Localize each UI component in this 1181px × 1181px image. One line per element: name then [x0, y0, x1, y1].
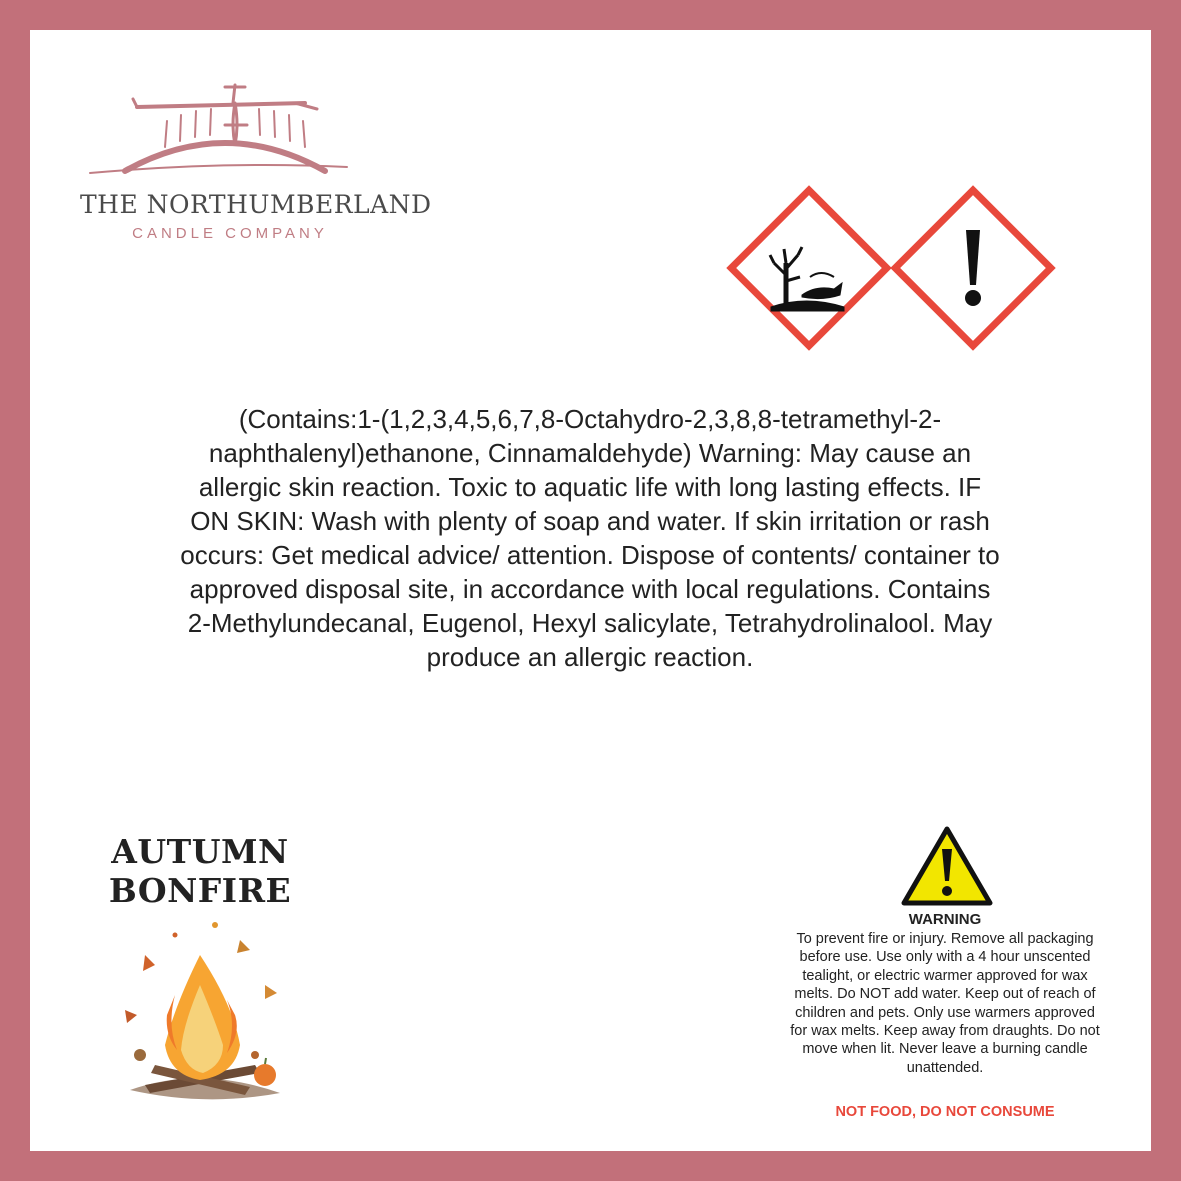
brand-subtitle: CANDLE COMPANY — [132, 225, 328, 242]
warning-heading: WARNING — [908, 911, 982, 928]
exclamation-mark-icon — [890, 185, 1056, 351]
environment-hazard-icon — [726, 185, 892, 351]
label-panel — [30, 30, 1151, 1151]
not-food-notice: NOT FOOD, DO NOT CONSUME — [835, 1104, 1055, 1120]
brand-name: THE NORTHUMBERLAND — [80, 190, 432, 219]
bonfire-illustration — [115, 915, 285, 1115]
product-name: AUTUMN BONFIRE — [108, 832, 292, 910]
hazard-statement: (Contains:1-(1,2,3,4,5,6,7,8-Octahydro-2,3,8,8-tetramethyl-2-naphthalenyl)ethanone, Cinnamaldehyde) Warning: May cause an allergic skin reaction. Toxic to aquatic life with long lasting effects. IF ON SKIN: Wash with plenty of soap and water. If skin irritation or rash occurs: Get medical advice/ attention. Dispose of contents/ container to approved disposal site, in accordance with local regulations. Contains 2-Methylundecanal, Eugenol, Hexyl salicylate, Tetrahydrolinalool. May produce an allergic reaction. — [180, 404, 1000, 672]
bridge-logo-icon — [85, 65, 355, 185]
warning-triangle-icon — [900, 825, 994, 907]
warning-body: To prevent fire or injury. Remove all packaging before use. Use only with a 4 hour unscented tealight, or electric warmer approved for wax melts. Do NOT add water. Keep out of reach of children and pets. Only use warmers approved for wax melts. Keep away from draughts. Do not move when lit. Never leave a burning candle unattended. — [790, 931, 1100, 1076]
brand-logo — [80, 65, 432, 245]
